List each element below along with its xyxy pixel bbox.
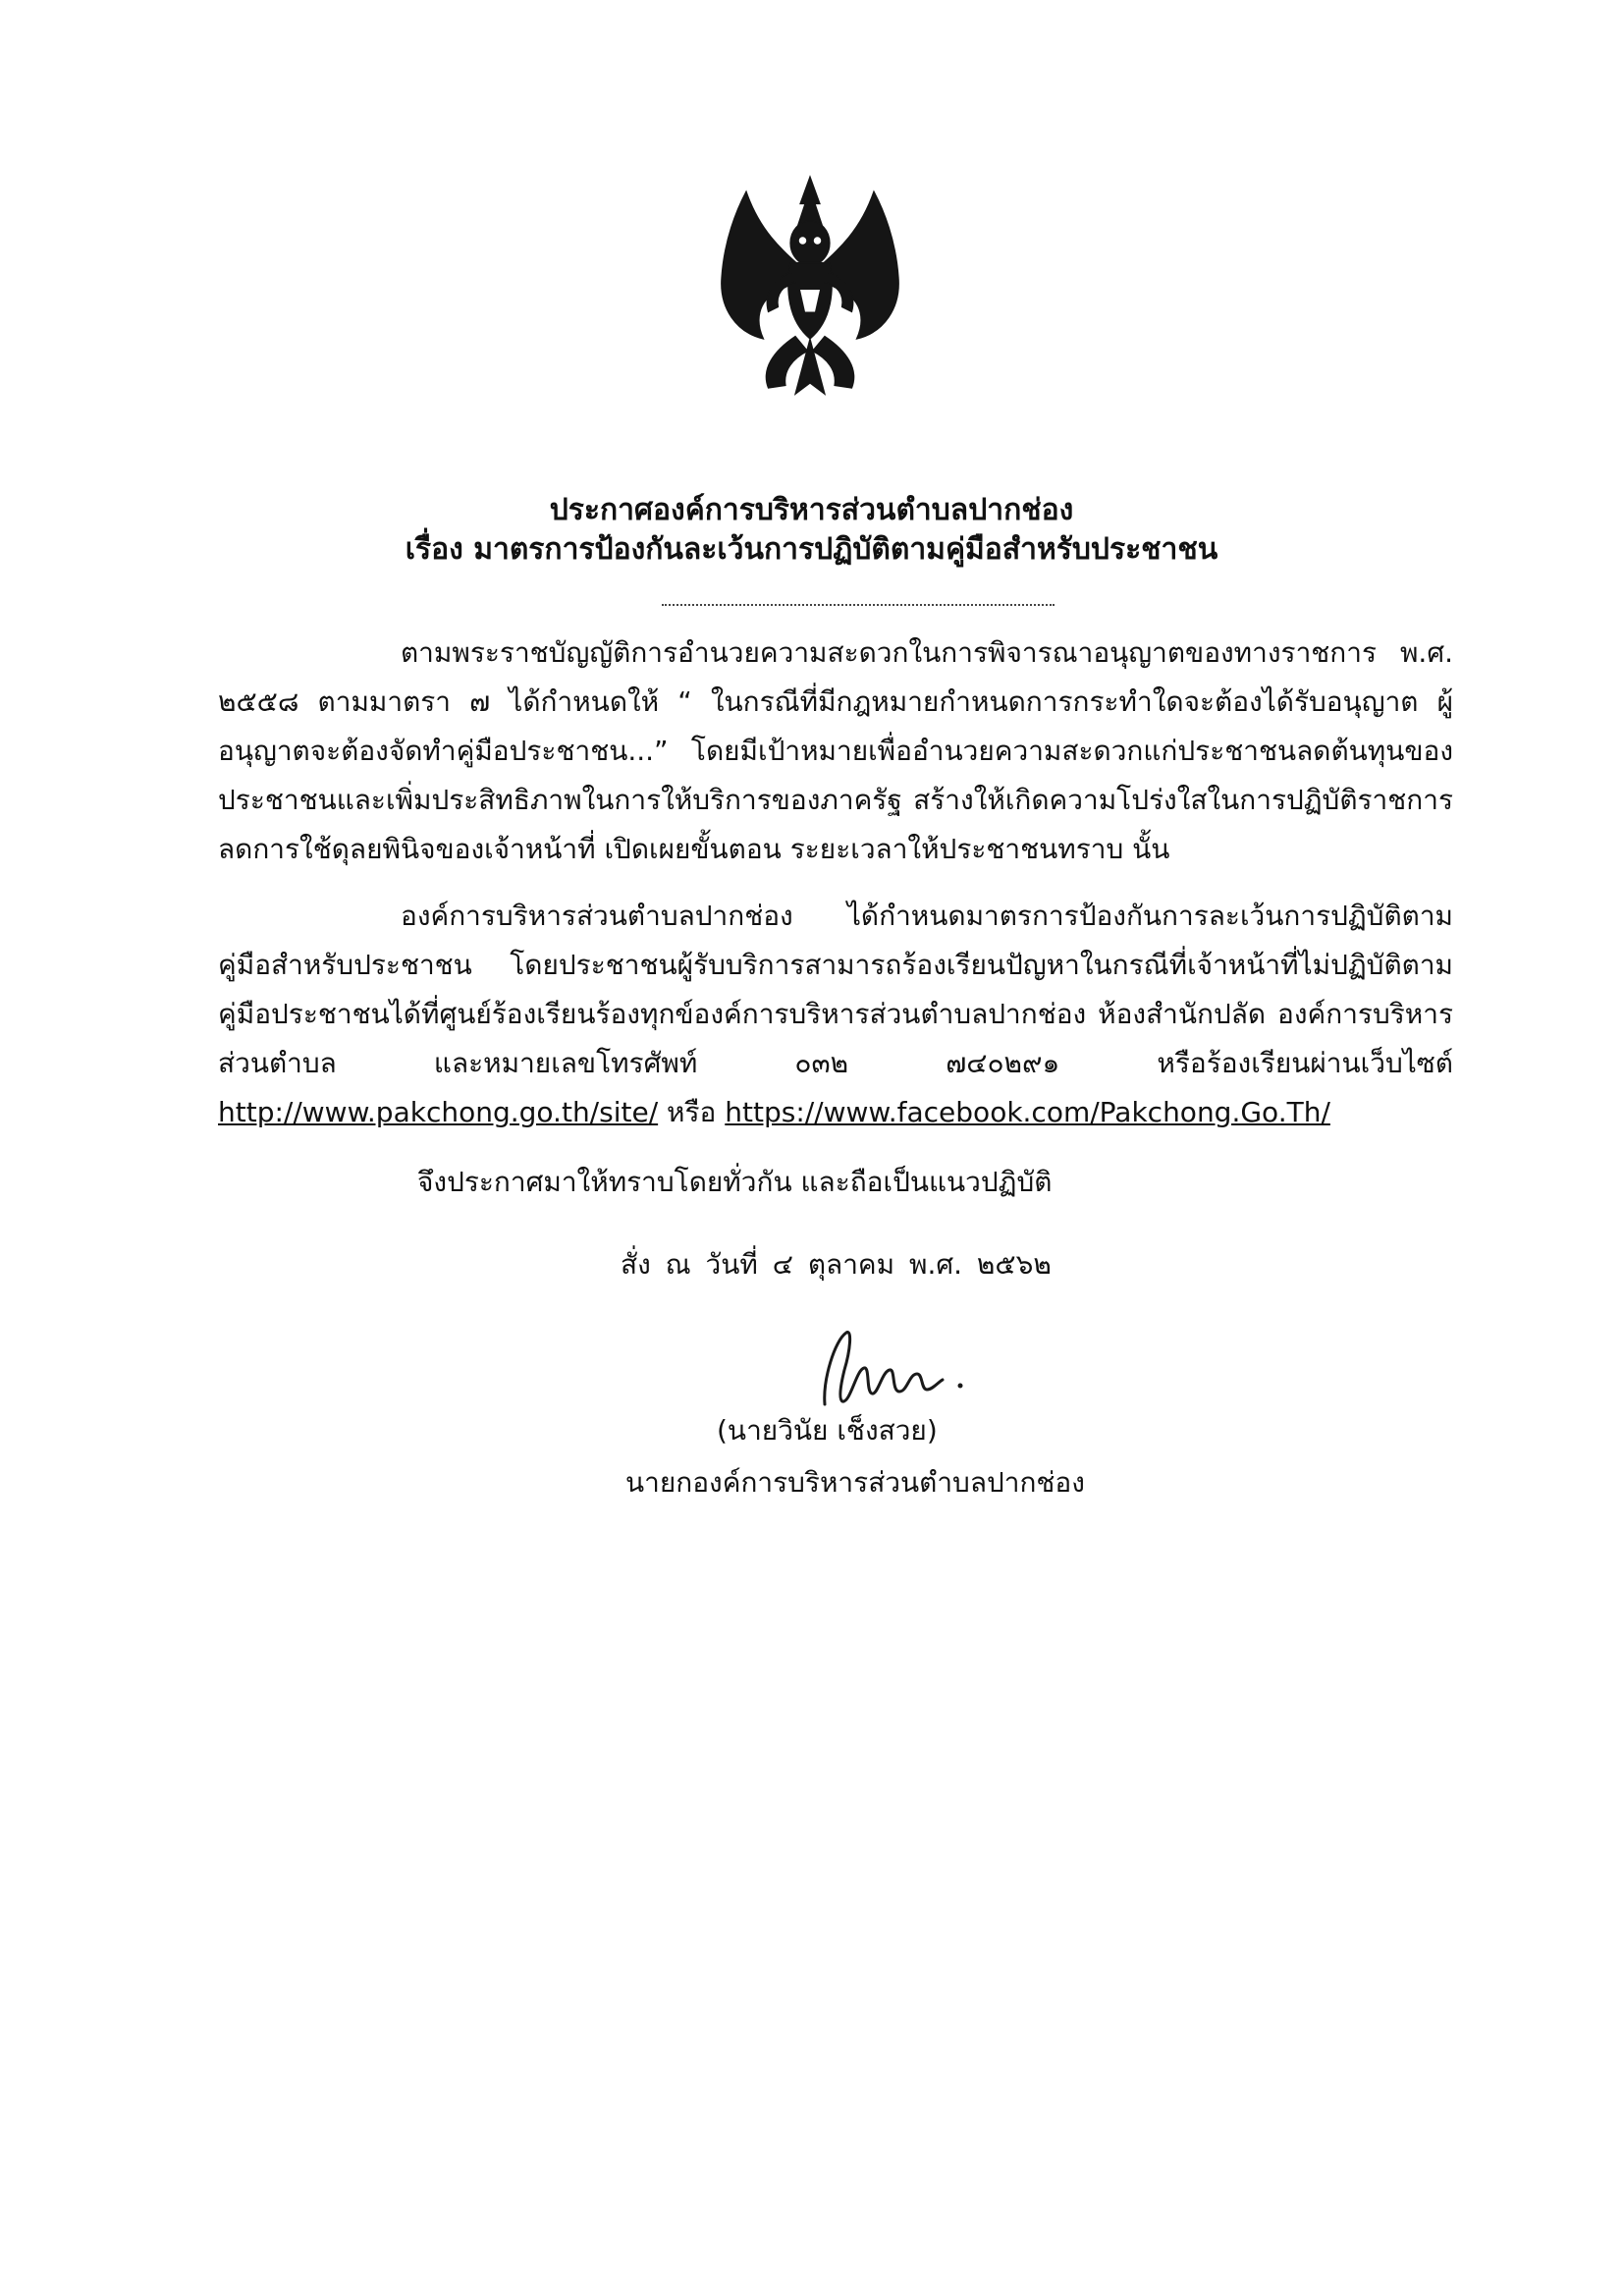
announcement-subject: เรื่อง มาตรการป้องกันละเว้นการปฏิบัติตามคู่มือสำหรับประชาชน	[405, 532, 1218, 567]
handwritten-signature	[795, 1321, 972, 1424]
issue-date: สั่ง ณ วันที่ ๔ ตุลาคม พ.ศ. ๒๕๖๒	[621, 1248, 1052, 1281]
facebook-link[interactable]: https://www.facebook.com/Pakchong.Go.Th/	[725, 1096, 1330, 1128]
link-separator: หรือ	[667, 1096, 717, 1128]
dotted-divider	[662, 604, 1055, 606]
body-paragraph-2-text: องค์การบริหารส่วนตำบลปากช่อง ได้กำหนดมาตรการป้องกันการละเว้นการปฏิบัติตามคู่มือสำหรับประชาชน โดยประชาชนผู้รับบริการสามารถร้องเรียนปัญหาในกรณีที่เจ้าหน้าที่ไม่ปฏิบัติตามคู่มือประชาชนได้ที่ศูนย์ร้องเรียนร้องทุกข์องค์การบริหารส่วนตำบลปากช่อง ห้องสำนักปลัด องค์การบริหารส่วนตำบล และหมายเลขโทรศัพท์ ๐๓๒ ๗๔๐๒๙๑ หรือร้องเรียนผ่านเว็บไซต์	[218, 900, 1453, 1079]
website-link[interactable]: http://www.pakchong.go.th/site/	[218, 1096, 659, 1128]
signer-title: นายกองค์การบริหารส่วนตำบลปากช่อง	[625, 1466, 1085, 1499]
body-paragraph-1: ตามพระราชบัญญัติการอำนวยความสะดวกในการพิจารณาอนุญาตของทางราชการ พ.ศ. ๒๕๕๘ ตามมาตรา ๗ ได้กำหนดให้ “ ในกรณีที่มีกฎหมายกำหนดการกระทำใดจะต้องได้รับอนุญาต ผู้อนุญาตจะต้องจัดทำคู่มือประชาชน...” โดยมีเป้าหมายเพื่ออำนวยความสะดวกแก่ประชาชนลดต้นทุนของประชาชนและเพิ่มประสิทธิภาพในการให้บริการของภาครัฐ สร้างให้เกิดความโปร่งใสในการปฏิบัติราชการ ลดการใช้ดุลยพินิจของเจ้าหน้าที่ เปิดเผยขั้นตอน ระยะเวลาให้ประชาชนทราบ นั้น	[218, 636, 1453, 865]
announcement-title: ประกาศองค์การบริหารส่วนตำบลปากช่อง	[549, 493, 1074, 527]
garuda-emblem-icon	[687, 167, 933, 412]
signer-name: (นายวินัย เช็งสวย)	[717, 1414, 938, 1447]
body-paragraph-2	[218, 892, 1453, 1137]
closing-statement: จึงประกาศมาให้ทราบโดยทั่วกัน และถือเป็นแนวปฏิบัติ	[417, 1166, 1053, 1198]
